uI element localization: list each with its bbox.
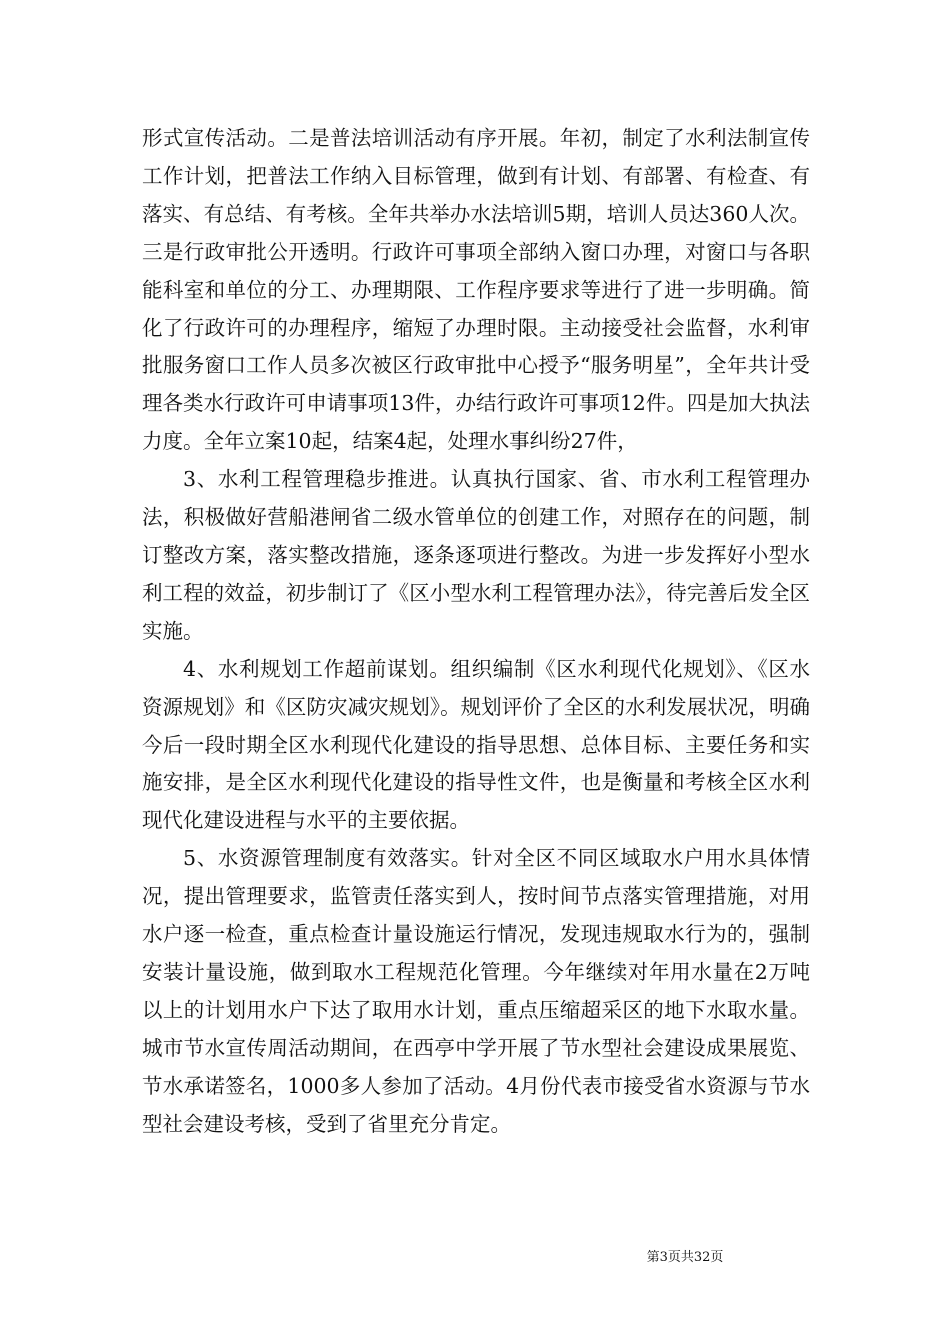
page-number-footer: 第3页共32页 (646, 1250, 724, 1265)
paragraph-3: 4、水利规划工作超前谋划。组织编制《区水利现代化规划》、《区水资源规划》和《区防灾减灾规划》。规划评价了全区的水利发展状况，明确今后一段时期全区水利现代化建设的指导思想、总体目标、主要任务和实施安排，是全区水利现代化建设的指导性文件，也是衡量和考核全区水利现代化建设进程与水平的主要依据。 (142, 656, 810, 833)
paragraph-4: 5、水资源管理制度有效落实。针对全区不同区域取水户用水具体情况，提出管理要求，监管责任落实到人，按时间节点落实管理措施，对用水户逐一检查，重点检查计量设施运行情况，发现违规取水行为的，强制安装计量设施，做到取水工程规范化管理。今年继续对年用水量在2万吨以上的计划用水户下达了取用水计划，重点压缩超采区的地下水取水量。城市节水宣传周活动期间，在西亭中学开展了节水型社会建设成果展览、节水承诺签名，1000多人参加了活动。4月份代表市接受省水资源与节水型社会建设考核，受到了省里充分肯定。 (142, 846, 810, 1136)
paragraph-1: 形式宣传活动。二是普法培训活动有序开展。年初，制定了水利法制宣传工作计划，把普法工作纳入目标管理，做到有计划、有部署、有检查、有落实、有总结、有考核。全年共举办水法培训5期，培训人员达360人次。三是行政审批公开透明。行政许可事项全部纳入窗口办理，对窗口与各职能科室和单位的分工、办理期限、工作程序要求等进行了进一步明确。简化了行政许可的办理程序，缩短了办理时限。主动接受社会监督，水利审批服务窗口工作人员多次被区行政审批中心授予“服务明星”，全年共计受理各类水行政许可申请事项13件，办结行政许可事项12件。四是加大执法力度。全年立案10起，结案4起，处理水事纠纷27件， (142, 126, 810, 454)
document-body (142, 120, 810, 1143)
paragraph-2: 3、水利工程管理稳步推进。认真执行国家、省、市水利工程管理办法，积极做好营船港闸省二级水管单位的创建工作，对照存在的问题，制订整改方案，落实整改措施，逐条逐项进行整改。为进一步发挥好小型水利工程的效益，初步制订了《区小型水利工程管理办法》，待完善后发全区实施。 (142, 467, 810, 643)
